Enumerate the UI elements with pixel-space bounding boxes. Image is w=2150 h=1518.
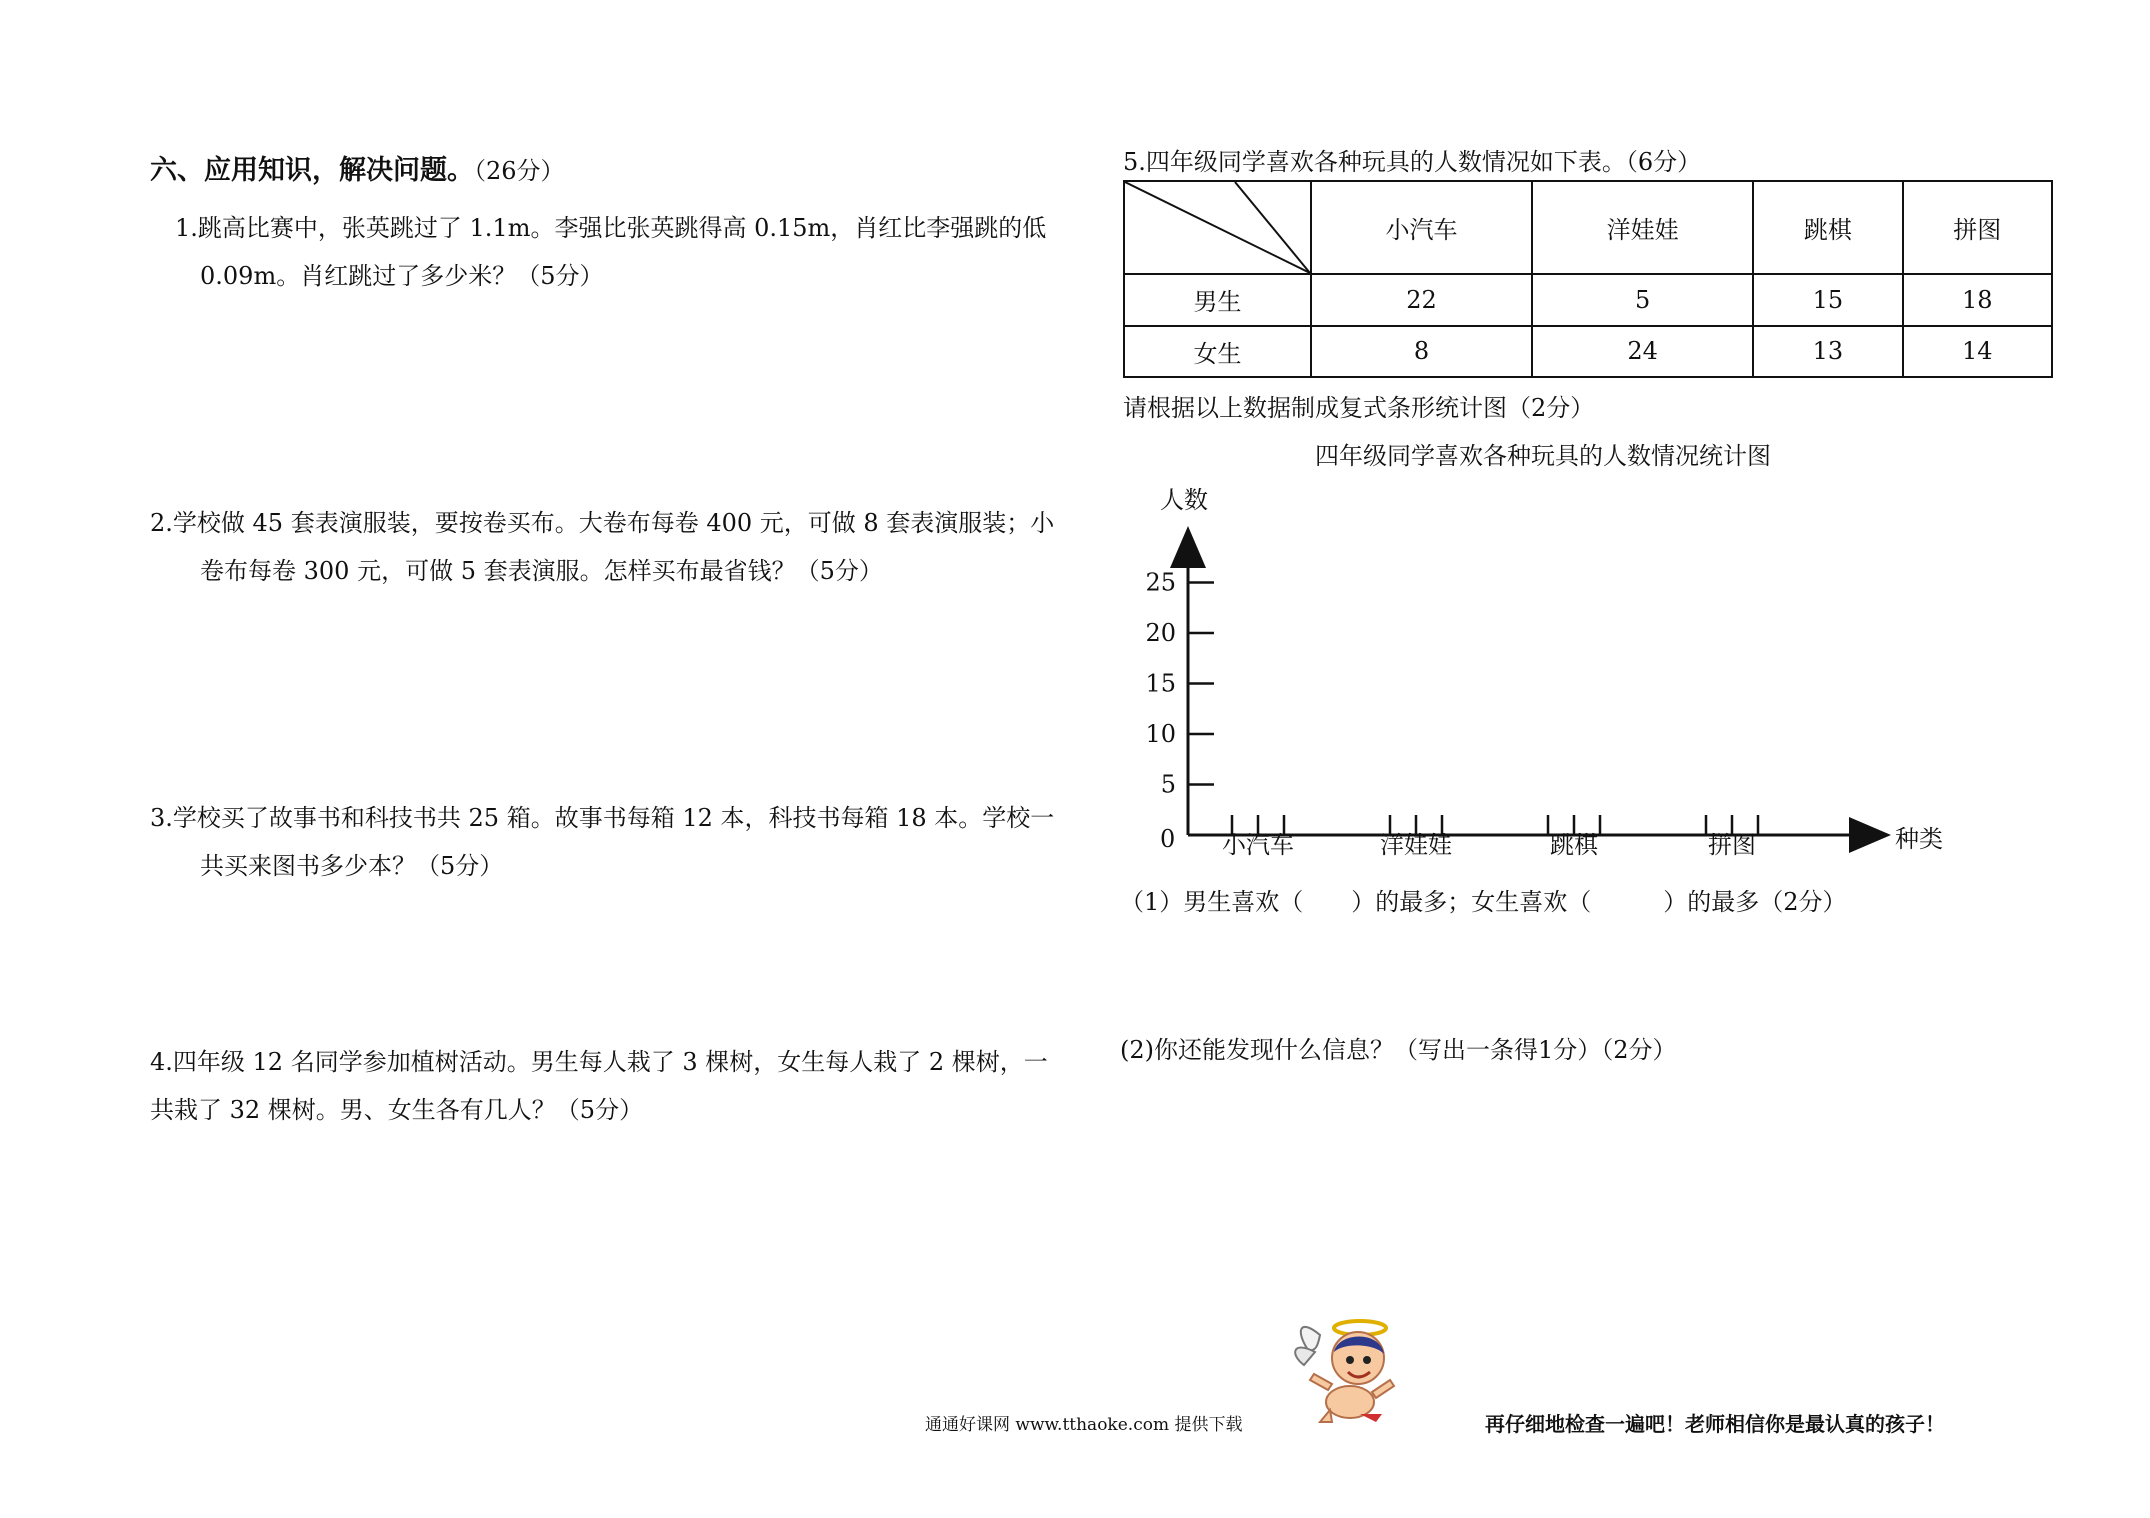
footer-source: 通通好课网 www.tthaoke.com 提供下载 bbox=[925, 1415, 1243, 1435]
x-category-label: 跳棋 bbox=[1550, 831, 1598, 859]
problem-4-line-1: 4.四年级 12 名同学参加植树活动。男生每人栽了 3 棵树，女生每人栽了 2 棵树，一 bbox=[150, 1048, 1048, 1076]
section-title: 六、应用知识，解决问题。（26分） bbox=[150, 155, 565, 186]
y-tick-label: 25 bbox=[1145, 568, 1176, 597]
column-header: 拼图 bbox=[1903, 181, 2052, 274]
row-label: 女生 bbox=[1124, 326, 1311, 378]
table-cell: 18 bbox=[1903, 274, 2052, 326]
table-cell: 8 bbox=[1311, 326, 1532, 378]
column-header: 跳棋 bbox=[1753, 181, 1902, 274]
table-corner-diagonal bbox=[1124, 181, 1311, 274]
chart-instruction: 请根据以上数据制成复式条形统计图（2分） bbox=[1123, 394, 1595, 422]
x-category-label: 洋娃娃 bbox=[1380, 831, 1452, 859]
problem-2-line-2: 卷布每卷 300 元，可做 5 套表演服。怎样买布最省钱？（5分） bbox=[200, 557, 883, 585]
table-row bbox=[1124, 326, 2052, 378]
y-tick-label: 15 bbox=[1145, 669, 1176, 698]
column-header: 小汽车 bbox=[1311, 181, 1532, 274]
x-category-label: 拼图 bbox=[1708, 831, 1756, 859]
x-category-label: 小汽车 bbox=[1222, 831, 1294, 859]
table-cell: 15 bbox=[1753, 274, 1902, 326]
problem-5-title: 5.四年级同学喜欢各种玩具的人数情况如下表。（6分） bbox=[1123, 148, 1702, 176]
table-cell: 5 bbox=[1532, 274, 1753, 326]
table-cell: 13 bbox=[1753, 326, 1902, 378]
y-tick-label: 5 bbox=[1160, 770, 1176, 799]
bar-chart-axes bbox=[1100, 470, 2000, 870]
table-cell: 22 bbox=[1311, 274, 1532, 326]
origin-label: 0 bbox=[1160, 825, 1176, 853]
x-axis-label: 种类 bbox=[1895, 825, 1943, 853]
row-label: 男生 bbox=[1124, 274, 1311, 326]
footer-encouragement: 再仔细地检查一遍吧！老师相信你是最认真的孩子！ bbox=[1485, 1412, 1945, 1436]
question-2: (2)你还能发现什么信息？（写出一条得1分）（2分） bbox=[1120, 1036, 1677, 1064]
table-cell: 24 bbox=[1532, 326, 1753, 378]
table-row bbox=[1124, 274, 2052, 326]
section-score: （26分） bbox=[474, 157, 565, 185]
angel-mascot-icon bbox=[1290, 1310, 1405, 1425]
y-tick-label: 20 bbox=[1145, 619, 1176, 647]
y-axis-label: 人数 bbox=[1160, 486, 1208, 514]
y-tick-label: 10 bbox=[1145, 720, 1176, 748]
table-cell: 14 bbox=[1903, 326, 2052, 378]
column-header: 洋娃娃 bbox=[1532, 181, 1753, 274]
question-1: （1）男生喜欢（ ）的最多；女生喜欢（ ）的最多（2分） bbox=[1120, 888, 1847, 916]
toy-preference-table bbox=[1123, 180, 2053, 378]
chart-title: 四年级同学喜欢各种玩具的人数情况统计图 bbox=[1315, 442, 1771, 470]
problem-3-line-2: 共买来图书多少本？（5分） bbox=[200, 852, 504, 880]
problem-4-line-2: 共栽了 32 棵树。男、女生各有几人？（5分） bbox=[150, 1096, 644, 1124]
problem-3-line-1: 3.学校买了故事书和科技书共 25 箱。故事书每箱 12 本，科技书每箱 18 本。学校一 bbox=[150, 804, 1055, 832]
problem-1-line-1: 1.跳高比赛中，张英跳过了 1.1m。李强比张英跳得高 0.15m，肖红比李强跳的低 bbox=[175, 214, 1047, 242]
problem-1-line-2: 0.09m。肖红跳过了多少米？（5分） bbox=[200, 262, 604, 290]
problem-2-line-1: 2.学校做 45 套表演服装，要按卷买布。大卷布每卷 400 元，可做 8 套表演服装；小 bbox=[150, 509, 1055, 537]
